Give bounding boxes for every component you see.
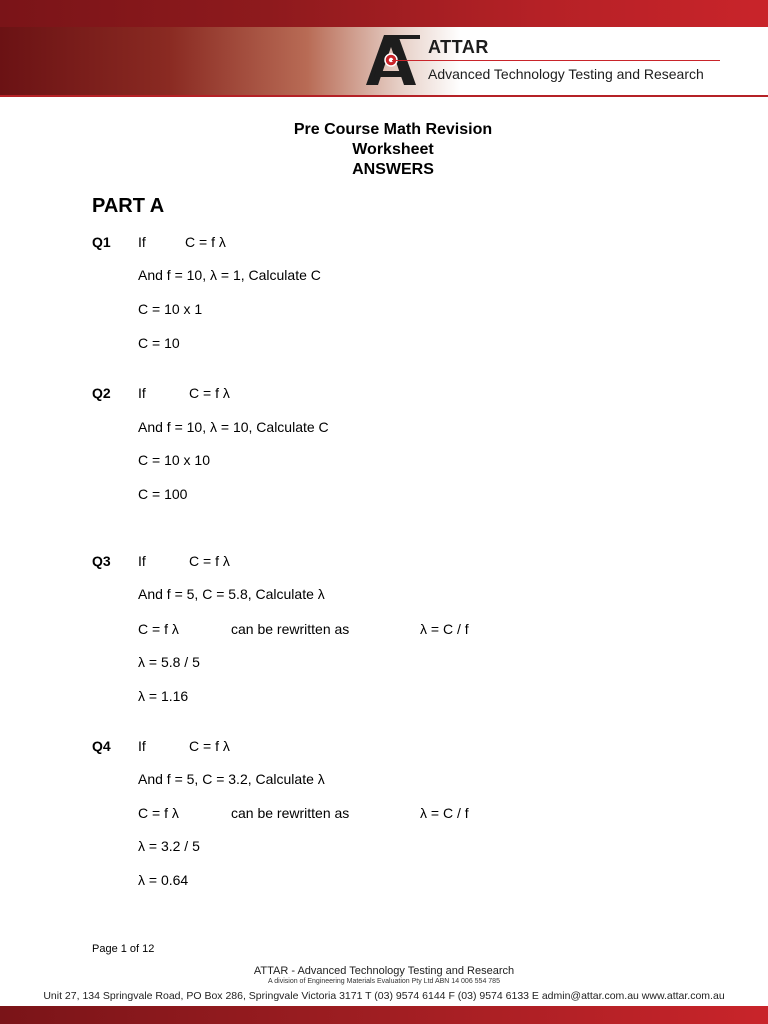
answer-step: C = 10 x 1 xyxy=(138,301,203,317)
page-header xyxy=(0,0,768,95)
title-line-2: Worksheet xyxy=(352,141,434,158)
footer-company: ATTAR - Advanced Technology Testing and Research xyxy=(253,965,515,977)
formula: C = f λ xyxy=(189,385,230,401)
formula: C = f λ xyxy=(189,738,230,754)
question-label: Q1 xyxy=(92,234,111,250)
rewrite-text: can be rewritten as xyxy=(231,805,350,821)
header-top-band xyxy=(0,0,768,27)
rewrite-to: λ = C / f xyxy=(420,805,469,821)
given-values: And f = 5, C = 5.8, Calculate λ xyxy=(138,586,325,602)
brand-name: ATTAR xyxy=(428,37,489,57)
page-number: Page 1 of 12 xyxy=(92,943,155,955)
part-heading: PART A xyxy=(92,195,165,217)
answer-result: C = 10 xyxy=(138,335,180,351)
rewrite-from: C = f λ xyxy=(138,805,179,821)
answer-result: λ = 1.16 xyxy=(138,688,189,704)
footer-band xyxy=(0,1006,768,1024)
formula: C = f λ xyxy=(189,553,230,569)
footer-contact: Unit 27, 134 Springvale Road, PO Box 286, Springvale Victoria 3171 T (03) 9574 6144 F (03) 9574 6133 E admin@attar.com.au www.attar.com.au xyxy=(43,990,725,1002)
if-word: If xyxy=(138,234,146,250)
rewrite-text: can be rewritten as xyxy=(231,621,350,637)
question-label: Q4 xyxy=(92,738,111,754)
given-values: And f = 5, C = 3.2, Calculate λ xyxy=(138,771,325,787)
brand-tagline: Advanced Technology Testing and Research xyxy=(428,66,704,82)
if-word: If xyxy=(138,553,146,569)
footer-division: A division of Engineering Materials Evaluation Pty Ltd ABN 14 006 554 785 xyxy=(268,978,500,985)
answer-result: C = 100 xyxy=(138,486,188,502)
rewrite-from: C = f λ xyxy=(138,621,179,637)
brand-rule xyxy=(392,60,720,61)
question-label: Q3 xyxy=(92,553,111,569)
answer-result: λ = 0.64 xyxy=(138,872,189,888)
answer-step: C = 10 x 10 xyxy=(138,452,210,468)
title-line-1: Pre Course Math Revision xyxy=(293,121,493,138)
answer-step: λ = 5.8 / 5 xyxy=(138,654,200,670)
rewrite-to: λ = C / f xyxy=(420,621,469,637)
worksheet-title xyxy=(0,120,768,180)
given-values: And f = 10, λ = 1, Calculate C xyxy=(138,267,321,283)
title-line-3: ANSWERS xyxy=(352,161,434,178)
answer-step: λ = 3.2 / 5 xyxy=(138,838,200,854)
question-label: Q2 xyxy=(92,385,111,401)
given-values: And f = 10, λ = 10, Calculate C xyxy=(138,419,329,435)
if-word: If xyxy=(138,385,146,401)
if-word: If xyxy=(138,738,146,754)
header-divider xyxy=(0,95,768,97)
formula: C = f λ xyxy=(185,234,226,250)
